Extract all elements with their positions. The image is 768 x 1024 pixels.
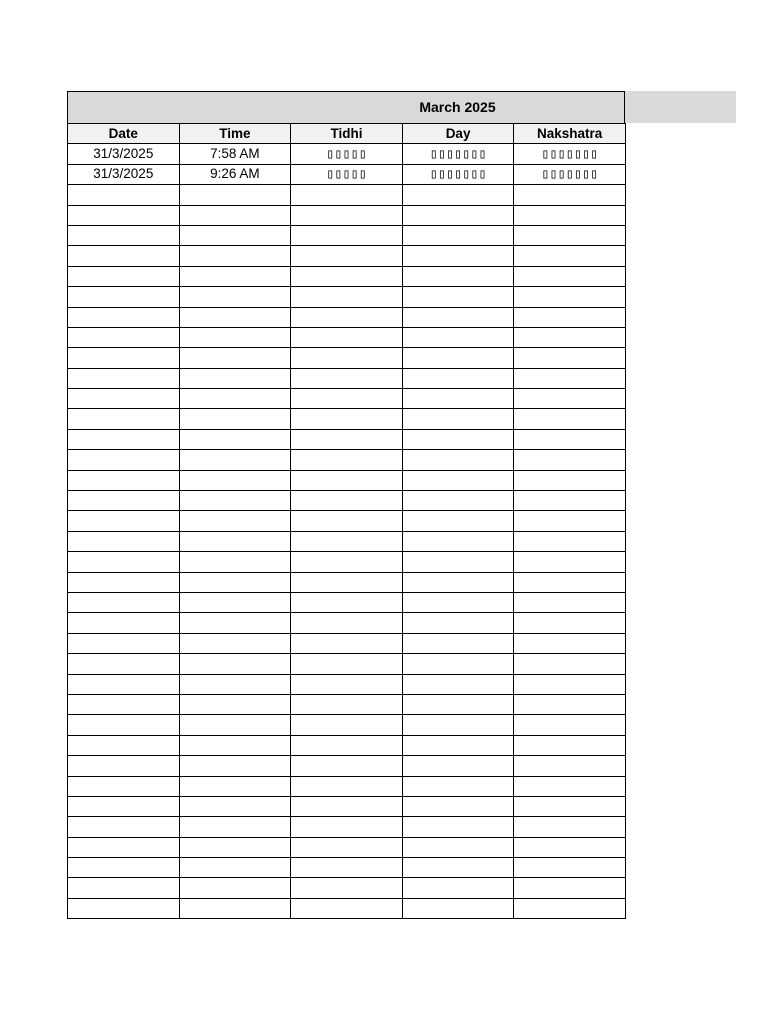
cell-day[interactable] (402, 327, 514, 347)
empty-row (68, 205, 626, 225)
cell-time[interactable] (179, 674, 291, 694)
empty-row (68, 776, 626, 796)
cell-date[interactable] (68, 409, 180, 429)
cell-time[interactable]: 9:26 AM (179, 164, 291, 184)
cell-nakshatra[interactable] (514, 429, 626, 449)
cell-day[interactable] (402, 491, 514, 511)
cell-time[interactable] (179, 817, 291, 837)
cell-date[interactable] (68, 715, 180, 735)
empty-row (68, 654, 626, 674)
cell-date[interactable] (68, 511, 180, 531)
cell-day[interactable] (402, 898, 514, 918)
cell-day[interactable] (402, 633, 514, 653)
cell-time[interactable] (179, 654, 291, 674)
cell-tidhi[interactable] (291, 348, 403, 368)
cell-time[interactable] (179, 327, 291, 347)
cell-nakshatra[interactable] (514, 796, 626, 816)
column-header-nakshatra[interactable]: Nakshatra (514, 124, 626, 144)
cell-time[interactable] (179, 368, 291, 388)
cell-day[interactable]: ▯▯▯▯▯▯▯ (402, 164, 514, 184)
cell-time[interactable] (179, 878, 291, 898)
cell-time[interactable] (179, 266, 291, 286)
cell-day[interactable] (402, 735, 514, 755)
empty-row (68, 756, 626, 776)
empty-row (68, 225, 626, 245)
cell-time[interactable] (179, 205, 291, 225)
cell-nakshatra[interactable] (514, 735, 626, 755)
cell-day[interactable]: ▯▯▯▯▯▯▯ (402, 144, 514, 164)
cell-tidhi[interactable] (291, 368, 403, 388)
cell-tidhi[interactable] (291, 592, 403, 612)
empty-row (68, 796, 626, 816)
cell-date[interactable] (68, 898, 180, 918)
cell-tidhi[interactable] (291, 205, 403, 225)
cell-day[interactable] (402, 878, 514, 898)
empty-row (68, 389, 626, 409)
cell-tidhi[interactable] (291, 858, 403, 878)
cell-date[interactable] (68, 633, 180, 653)
cell-nakshatra[interactable] (514, 409, 626, 429)
empty-row (68, 633, 626, 653)
cell-nakshatra[interactable] (514, 511, 626, 531)
cell-tidhi[interactable] (291, 409, 403, 429)
cell-tidhi[interactable] (291, 796, 403, 816)
table-row (68, 144, 626, 164)
cell-time[interactable] (179, 348, 291, 368)
cell-time[interactable] (179, 246, 291, 266)
cell-day[interactable] (402, 858, 514, 878)
cell-nakshatra[interactable]: ▯▯▯▯▯▯▯ (514, 144, 626, 164)
cell-nakshatra[interactable] (514, 817, 626, 837)
cell-time[interactable] (179, 409, 291, 429)
cell-nakshatra[interactable] (514, 307, 626, 327)
cell-time[interactable] (179, 450, 291, 470)
cell-date[interactable] (68, 756, 180, 776)
cell-day[interactable] (402, 654, 514, 674)
cell-nakshatra[interactable] (514, 531, 626, 551)
empty-row (68, 572, 626, 592)
cell-day[interactable] (402, 531, 514, 551)
empty-row (68, 694, 626, 714)
cell-tidhi[interactable] (291, 756, 403, 776)
cell-nakshatra[interactable] (514, 225, 626, 245)
cell-day[interactable] (402, 837, 514, 857)
cell-date[interactable]: 31/3/2025 (68, 144, 180, 164)
cell-time[interactable] (179, 307, 291, 327)
cell-time[interactable] (179, 389, 291, 409)
cell-nakshatra[interactable] (514, 389, 626, 409)
cell-day[interactable] (402, 694, 514, 714)
cell-nakshatra[interactable] (514, 572, 626, 592)
cell-time[interactable] (179, 185, 291, 205)
cell-time[interactable] (179, 756, 291, 776)
cell-date[interactable] (68, 776, 180, 796)
cell-time[interactable] (179, 572, 291, 592)
cell-tidhi[interactable] (291, 898, 403, 918)
cell-day[interactable] (402, 613, 514, 633)
cell-date[interactable] (68, 674, 180, 694)
column-header-day[interactable]: Day (402, 124, 514, 144)
cell-time[interactable] (179, 429, 291, 449)
cell-time[interactable] (179, 898, 291, 918)
cell-date[interactable] (68, 613, 180, 633)
cell-tidhi[interactable] (291, 225, 403, 245)
cell-day[interactable] (402, 572, 514, 592)
cell-date[interactable] (68, 368, 180, 388)
cell-day[interactable] (402, 185, 514, 205)
cell-day[interactable] (402, 756, 514, 776)
cell-tidhi[interactable] (291, 817, 403, 837)
cell-tidhi[interactable] (291, 429, 403, 449)
empty-row (68, 531, 626, 551)
cell-nakshatra[interactable] (514, 368, 626, 388)
cell-time[interactable] (179, 592, 291, 612)
empty-row (68, 837, 626, 857)
cell-time[interactable] (179, 225, 291, 245)
cell-date[interactable] (68, 858, 180, 878)
cell-date[interactable]: 31/3/2025 (68, 164, 180, 184)
cell-day[interactable] (402, 674, 514, 694)
empty-row (68, 817, 626, 837)
cell-tidhi[interactable] (291, 450, 403, 470)
cell-day[interactable] (402, 715, 514, 735)
cell-nakshatra[interactable] (514, 246, 626, 266)
cell-tidhi[interactable]: ▯▯▯▯▯ (291, 144, 403, 164)
column-header-tidhi[interactable]: Tidhi (291, 124, 403, 144)
cell-tidhi[interactable] (291, 694, 403, 714)
cell-time[interactable] (179, 491, 291, 511)
cell-date[interactable] (68, 185, 180, 205)
empty-row (68, 368, 626, 388)
cell-time[interactable] (179, 735, 291, 755)
cell-tidhi[interactable] (291, 185, 403, 205)
cell-nakshatra[interactable] (514, 185, 626, 205)
cell-nakshatra[interactable] (514, 348, 626, 368)
cell-nakshatra[interactable] (514, 327, 626, 347)
cell-tidhi[interactable] (291, 654, 403, 674)
cell-date[interactable] (68, 491, 180, 511)
cell-tidhi[interactable] (291, 246, 403, 266)
cell-nakshatra[interactable]: ▯▯▯▯▯▯▯ (514, 164, 626, 184)
cell-time[interactable] (179, 511, 291, 531)
cell-tidhi[interactable] (291, 878, 403, 898)
empty-row (68, 470, 626, 490)
empty-row (68, 185, 626, 205)
cell-time[interactable]: 7:58 AM (179, 144, 291, 164)
cell-day[interactable] (402, 409, 514, 429)
cell-date[interactable] (68, 878, 180, 898)
cell-tidhi[interactable] (291, 613, 403, 633)
cell-nakshatra[interactable] (514, 715, 626, 735)
cell-date[interactable] (68, 348, 180, 368)
empty-row (68, 429, 626, 449)
cell-date[interactable] (68, 246, 180, 266)
empty-row (68, 409, 626, 429)
cell-time[interactable] (179, 776, 291, 796)
cell-day[interactable] (402, 511, 514, 531)
cell-date[interactable] (68, 552, 180, 572)
cell-date[interactable] (68, 307, 180, 327)
cell-nakshatra[interactable] (514, 205, 626, 225)
empty-row (68, 674, 626, 694)
column-header-time[interactable]: Time (179, 124, 291, 144)
cell-nakshatra[interactable] (514, 756, 626, 776)
cell-nakshatra[interactable] (514, 287, 626, 307)
cell-tidhi[interactable] (291, 633, 403, 653)
cell-day[interactable] (402, 776, 514, 796)
cell-nakshatra[interactable] (514, 837, 626, 857)
cell-time[interactable] (179, 470, 291, 490)
cell-tidhi[interactable] (291, 837, 403, 857)
cell-nakshatra[interactable] (514, 592, 626, 612)
empty-row (68, 266, 626, 286)
cell-tidhi[interactable] (291, 531, 403, 551)
empty-row (68, 327, 626, 347)
empty-row (68, 858, 626, 878)
cell-date[interactable] (68, 735, 180, 755)
cell-tidhi[interactable] (291, 491, 403, 511)
cell-tidhi[interactable] (291, 735, 403, 755)
cell-time[interactable] (179, 837, 291, 857)
cell-nakshatra[interactable] (514, 674, 626, 694)
cell-day[interactable] (402, 205, 514, 225)
cell-tidhi[interactable] (291, 389, 403, 409)
cell-tidhi[interactable] (291, 552, 403, 572)
cell-day[interactable] (402, 817, 514, 837)
cell-nakshatra[interactable] (514, 633, 626, 653)
empty-row (68, 613, 626, 633)
cell-nakshatra[interactable] (514, 654, 626, 674)
empty-row (68, 307, 626, 327)
cell-date[interactable] (68, 205, 180, 225)
empty-row (68, 246, 626, 266)
cell-time[interactable] (179, 633, 291, 653)
cell-date[interactable] (68, 817, 180, 837)
cell-tidhi[interactable] (291, 715, 403, 735)
empty-row (68, 511, 626, 531)
cell-nakshatra[interactable] (514, 898, 626, 918)
cell-nakshatra[interactable] (514, 470, 626, 490)
cell-date[interactable] (68, 837, 180, 857)
cell-date[interactable] (68, 531, 180, 551)
cell-day[interactable] (402, 796, 514, 816)
cell-nakshatra[interactable] (514, 694, 626, 714)
cell-tidhi[interactable] (291, 776, 403, 796)
cell-date[interactable] (68, 429, 180, 449)
cell-day[interactable] (402, 266, 514, 286)
cell-tidhi[interactable] (291, 327, 403, 347)
cell-time[interactable] (179, 552, 291, 572)
cell-date[interactable] (68, 796, 180, 816)
cell-day[interactable] (402, 429, 514, 449)
cell-tidhi[interactable] (291, 307, 403, 327)
empty-row (68, 552, 626, 572)
header-row (68, 124, 626, 144)
cell-day[interactable] (402, 225, 514, 245)
table-row (68, 164, 626, 184)
cell-date[interactable] (68, 287, 180, 307)
empty-row (68, 878, 626, 898)
cell-date[interactable] (68, 266, 180, 286)
empty-row (68, 592, 626, 612)
cell-date[interactable] (68, 470, 180, 490)
empty-row (68, 348, 626, 368)
cell-date[interactable] (68, 572, 180, 592)
cell-nakshatra[interactable] (514, 613, 626, 633)
cell-tidhi[interactable] (291, 287, 403, 307)
empty-row (68, 715, 626, 735)
cell-time[interactable] (179, 796, 291, 816)
empty-row (68, 450, 626, 470)
cell-tidhi[interactable] (291, 674, 403, 694)
cell-date[interactable] (68, 654, 180, 674)
cell-day[interactable] (402, 592, 514, 612)
cell-tidhi[interactable] (291, 511, 403, 531)
cell-day[interactable] (402, 552, 514, 572)
cell-time[interactable] (179, 613, 291, 633)
cell-time[interactable] (179, 858, 291, 878)
cell-day[interactable] (402, 389, 514, 409)
empty-row (68, 287, 626, 307)
cell-date[interactable] (68, 389, 180, 409)
cell-day[interactable] (402, 246, 514, 266)
cell-nakshatra[interactable] (514, 552, 626, 572)
cell-tidhi[interactable] (291, 572, 403, 592)
cell-nakshatra[interactable] (514, 858, 626, 878)
cell-date[interactable] (68, 327, 180, 347)
cell-time[interactable] (179, 694, 291, 714)
empty-row (68, 898, 626, 918)
cell-date[interactable] (68, 225, 180, 245)
data-table (67, 123, 626, 919)
column-header-date[interactable]: Date (68, 124, 180, 144)
sheet-title: March 2025 (419, 99, 496, 115)
empty-row (68, 735, 626, 755)
empty-row (68, 491, 626, 511)
cell-nakshatra[interactable] (514, 878, 626, 898)
cell-day[interactable] (402, 450, 514, 470)
cell-day[interactable] (402, 348, 514, 368)
cell-date[interactable] (68, 694, 180, 714)
cell-nakshatra[interactable] (514, 776, 626, 796)
cell-nakshatra[interactable] (514, 450, 626, 470)
cell-time[interactable] (179, 531, 291, 551)
cell-nakshatra[interactable] (514, 491, 626, 511)
cell-date[interactable] (68, 592, 180, 612)
cell-tidhi[interactable] (291, 266, 403, 286)
title-cell[interactable] (67, 91, 625, 123)
cell-time[interactable] (179, 715, 291, 735)
cell-day[interactable] (402, 470, 514, 490)
cell-time[interactable] (179, 287, 291, 307)
cell-date[interactable] (68, 450, 180, 470)
cell-tidhi[interactable]: ▯▯▯▯▯ (291, 164, 403, 184)
cell-nakshatra[interactable] (514, 266, 626, 286)
cell-day[interactable] (402, 368, 514, 388)
cell-tidhi[interactable] (291, 470, 403, 490)
cell-day[interactable] (402, 307, 514, 327)
cell-day[interactable] (402, 287, 514, 307)
